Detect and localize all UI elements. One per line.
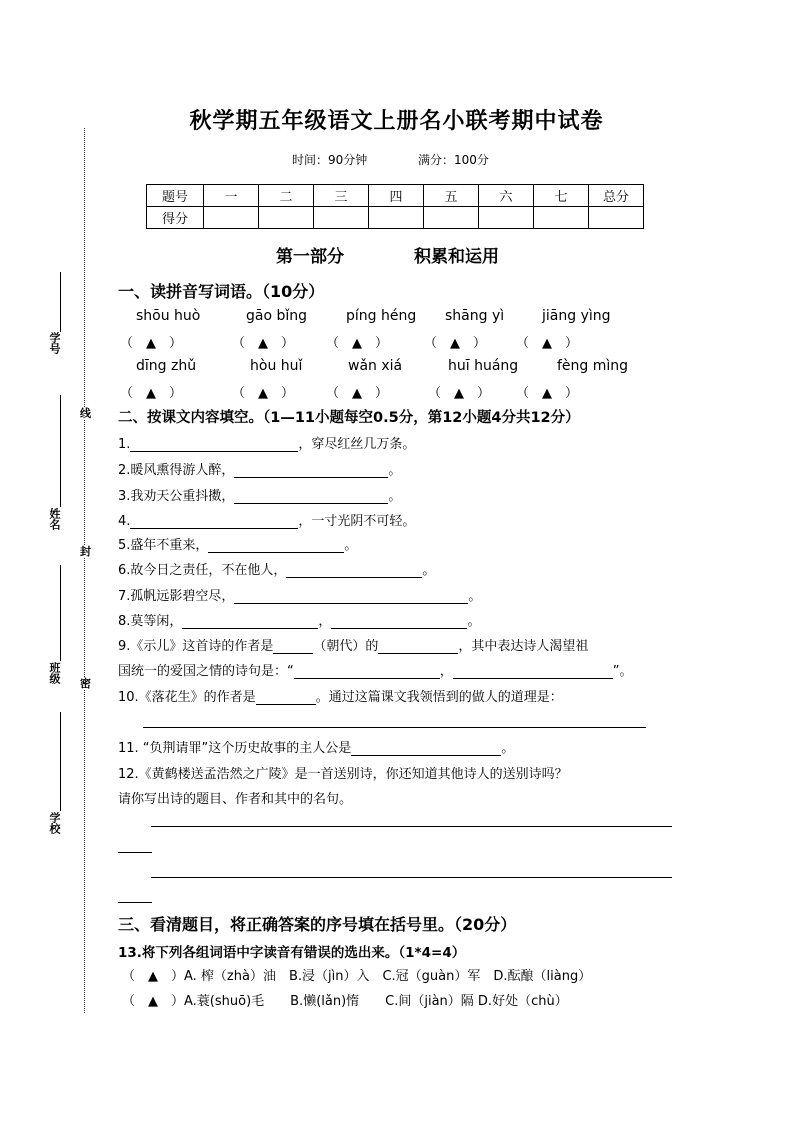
q-number: 5. bbox=[118, 538, 131, 553]
fill-blank[interactable] bbox=[130, 514, 298, 529]
q-text: 孤帆远影碧空尽， bbox=[130, 589, 235, 604]
pinyin-row-2 bbox=[0, 358, 793, 374]
question-9-line-2 bbox=[118, 660, 633, 679]
question-6 bbox=[118, 559, 435, 578]
name-label: 姓名 bbox=[48, 508, 61, 530]
q-number: 8. bbox=[118, 614, 131, 629]
school-label: 学校 bbox=[48, 812, 61, 834]
question-12-line-2: 请你写出诗的题目、作者和其中的名句。 bbox=[118, 792, 353, 807]
pinyin-row-1 bbox=[0, 308, 793, 324]
q-text: 暖风熏得游人醉， bbox=[130, 463, 235, 478]
score-input-cell[interactable] bbox=[259, 207, 314, 229]
fill-blank[interactable] bbox=[378, 639, 458, 654]
question-13: 13.将下列各组词语中字读音有错误的选出来。（1*4=4） bbox=[118, 945, 466, 961]
question-9-line-1 bbox=[118, 635, 588, 654]
pinyin: wǎn xiá bbox=[348, 358, 403, 374]
answer-box[interactable]: （ ▲ ） bbox=[516, 336, 578, 351]
q-number: 7. bbox=[118, 589, 131, 604]
q-text: ，一寸光阴不可轻。 bbox=[298, 514, 416, 529]
question-3 bbox=[118, 485, 401, 504]
pinyin: jiāng yìng bbox=[542, 308, 611, 324]
q-text: 盛年不重来， bbox=[130, 538, 209, 553]
q-end: 。 bbox=[344, 538, 358, 553]
question-10 bbox=[118, 686, 563, 705]
score-input-cell[interactable] bbox=[369, 207, 424, 229]
pinyin: huī huáng bbox=[448, 358, 519, 374]
q-number: 4. bbox=[118, 514, 131, 529]
score-row-label: 得分 bbox=[147, 207, 204, 229]
fill-blank[interactable] bbox=[234, 589, 468, 604]
q-text: 国统一的爱国之情的诗句是：“ bbox=[118, 664, 294, 679]
question-8 bbox=[118, 610, 480, 629]
q-text: （朝代）的 bbox=[313, 639, 379, 654]
class-line[interactable] bbox=[60, 565, 61, 661]
q-text: 。 bbox=[501, 741, 515, 756]
pinyin: shāng yì bbox=[445, 308, 505, 324]
section-1-heading: 一、读拼音写词语。（10分） bbox=[118, 282, 325, 301]
fill-blank[interactable] bbox=[286, 563, 422, 578]
answer-box[interactable]: （ ▲ ） bbox=[326, 386, 388, 401]
q-text: ， bbox=[439, 664, 453, 679]
answer-line[interactable] bbox=[151, 877, 672, 878]
score-table-header-row bbox=[147, 185, 644, 207]
question-12-line-1: 12.《黄鹤楼送孟浩然之广陵》是一首送别诗，你还知道其他诗人的送别诗吗？ bbox=[118, 767, 568, 782]
score-header-cell: 二 bbox=[259, 185, 314, 207]
pinyin: gāo bǐng bbox=[246, 308, 308, 324]
q-end: 。 bbox=[422, 563, 436, 578]
answer-line[interactable] bbox=[143, 727, 646, 728]
score-header-cell: 一 bbox=[204, 185, 259, 207]
score-header-cell: 四 bbox=[369, 185, 424, 207]
score-input-cell[interactable] bbox=[314, 207, 369, 229]
score-input-cell[interactable] bbox=[589, 207, 644, 229]
pinyin: fèng mìng bbox=[557, 358, 629, 374]
pinyin: hòu huǐ bbox=[250, 358, 303, 374]
answer-row-2 bbox=[0, 382, 793, 401]
question-7 bbox=[118, 585, 481, 604]
answer-box[interactable]: （ ▲ ） bbox=[428, 386, 490, 401]
q-text: 莫等闲， bbox=[130, 614, 183, 629]
score-header-cell: 三 bbox=[314, 185, 369, 207]
pinyin: píng héng bbox=[346, 308, 417, 324]
q-number: 2. bbox=[118, 463, 131, 478]
fill-blank[interactable] bbox=[234, 489, 388, 504]
q-end: 。 bbox=[388, 489, 402, 504]
score-input-cell[interactable] bbox=[534, 207, 589, 229]
fill-blank[interactable] bbox=[453, 664, 613, 679]
q-end: 。 bbox=[388, 463, 402, 478]
score-table-score-row bbox=[147, 207, 644, 229]
fill-blank[interactable] bbox=[234, 463, 388, 478]
question-1 bbox=[118, 433, 415, 452]
name-line[interactable] bbox=[60, 395, 61, 507]
q-text: 9.《示儿》这首诗的作者是 bbox=[118, 639, 274, 654]
question-13-options-2[interactable]: （ ▲ ）A.蓑(shuō)毛 B.懒(lǎn)惰 C.间（jiàn）隔 D.好处（chù） bbox=[122, 994, 568, 1009]
fill-blank[interactable] bbox=[182, 614, 318, 629]
q-end: 。 bbox=[467, 614, 481, 629]
answer-row-1 bbox=[0, 332, 793, 351]
q-mid: ， bbox=[318, 614, 332, 629]
score-input-cell[interactable] bbox=[479, 207, 534, 229]
answer-box[interactable]: （ ▲ ） bbox=[232, 386, 294, 401]
question-2 bbox=[118, 459, 401, 478]
fill-blank[interactable] bbox=[351, 741, 501, 756]
exam-time: 时间：90分钟 bbox=[292, 153, 368, 167]
answer-box[interactable]: （ ▲ ） bbox=[326, 336, 388, 351]
score-input-cell[interactable] bbox=[424, 207, 479, 229]
question-5 bbox=[118, 534, 357, 553]
answer-line-tail[interactable] bbox=[118, 902, 152, 903]
class-label: 班级 bbox=[48, 662, 61, 684]
answer-line-tail[interactable] bbox=[118, 852, 152, 853]
q-text: ，其中表达诗人渴望祖 bbox=[458, 639, 589, 654]
q-text: 。通过这篇课文我领悟到的做人的道理是： bbox=[315, 690, 563, 705]
q-text: 10.《落花生》的作者是 bbox=[118, 690, 256, 705]
binding-line bbox=[84, 128, 85, 1013]
q-text: ”。 bbox=[612, 664, 633, 679]
score-input-cell[interactable] bbox=[204, 207, 259, 229]
binding-char-seal: 封 bbox=[80, 545, 91, 558]
part-one-label: 第一部分 bbox=[276, 247, 344, 267]
q-text: 我劝天公重抖擞， bbox=[130, 489, 235, 504]
answer-box[interactable]: （ ▲ ） bbox=[424, 336, 486, 351]
exam-full-score: 满分：100分 bbox=[418, 153, 489, 167]
pinyin: shōu huò bbox=[136, 308, 201, 324]
q-end: 。 bbox=[468, 589, 482, 604]
answer-box[interactable]: （ ▲ ） bbox=[232, 336, 294, 351]
q-number: 6. bbox=[118, 563, 131, 578]
score-header-cell: 题号 bbox=[147, 185, 204, 207]
fill-blank[interactable] bbox=[294, 664, 440, 679]
fill-blank[interactable] bbox=[331, 614, 467, 629]
exam-title: 秋学期五年级语文上册名小联考期中试卷 bbox=[189, 108, 604, 134]
school-line[interactable] bbox=[60, 712, 61, 811]
answer-box[interactable]: （ ▲ ） bbox=[120, 386, 182, 401]
q-text: 故今日之责任，不在他人， bbox=[130, 563, 287, 578]
q-text: ，穿尽红丝几万条。 bbox=[298, 437, 416, 452]
answer-box[interactable]: （ ▲ ） bbox=[516, 386, 578, 401]
question-4 bbox=[118, 510, 415, 529]
fill-blank[interactable] bbox=[130, 437, 298, 452]
binding-char-secret: 密 bbox=[80, 677, 91, 690]
score-table bbox=[146, 184, 644, 229]
score-header-cell: 五 bbox=[424, 185, 479, 207]
student-id-label: 学号 bbox=[48, 332, 61, 354]
pinyin: dīng zhǔ bbox=[136, 358, 197, 374]
score-header-cell: 六 bbox=[479, 185, 534, 207]
fill-blank[interactable] bbox=[273, 639, 313, 654]
question-13-options-1[interactable]: （ ▲ ）A. 榨（zhà）油 B.浸（jìn）入 C.冠（guàn）军 D.酝酿（liàng） bbox=[122, 969, 592, 984]
question-11 bbox=[118, 737, 514, 756]
fill-blank[interactable] bbox=[256, 690, 316, 705]
answer-line[interactable] bbox=[151, 826, 672, 827]
section-2-heading: 二、按课文内容填空。（1—11小题每空0.5分，第12小题4分共12分） bbox=[118, 410, 580, 426]
binding-char-line: 线 bbox=[80, 407, 91, 420]
q-number: 3. bbox=[118, 489, 131, 504]
q-text: 11. “负荆请罪”这个历史故事的主人公是 bbox=[118, 741, 352, 756]
score-header-cell: 总分 bbox=[589, 185, 644, 207]
score-header-cell: 七 bbox=[534, 185, 589, 207]
fill-blank[interactable] bbox=[208, 538, 344, 553]
part-one-name: 积累和运用 bbox=[414, 247, 499, 267]
q-number: 1. bbox=[118, 437, 131, 452]
section-3-heading: 三、看清题目，将正确答案的序号填在括号里。（20分） bbox=[118, 915, 517, 934]
answer-box[interactable]: （ ▲ ） bbox=[120, 336, 182, 351]
